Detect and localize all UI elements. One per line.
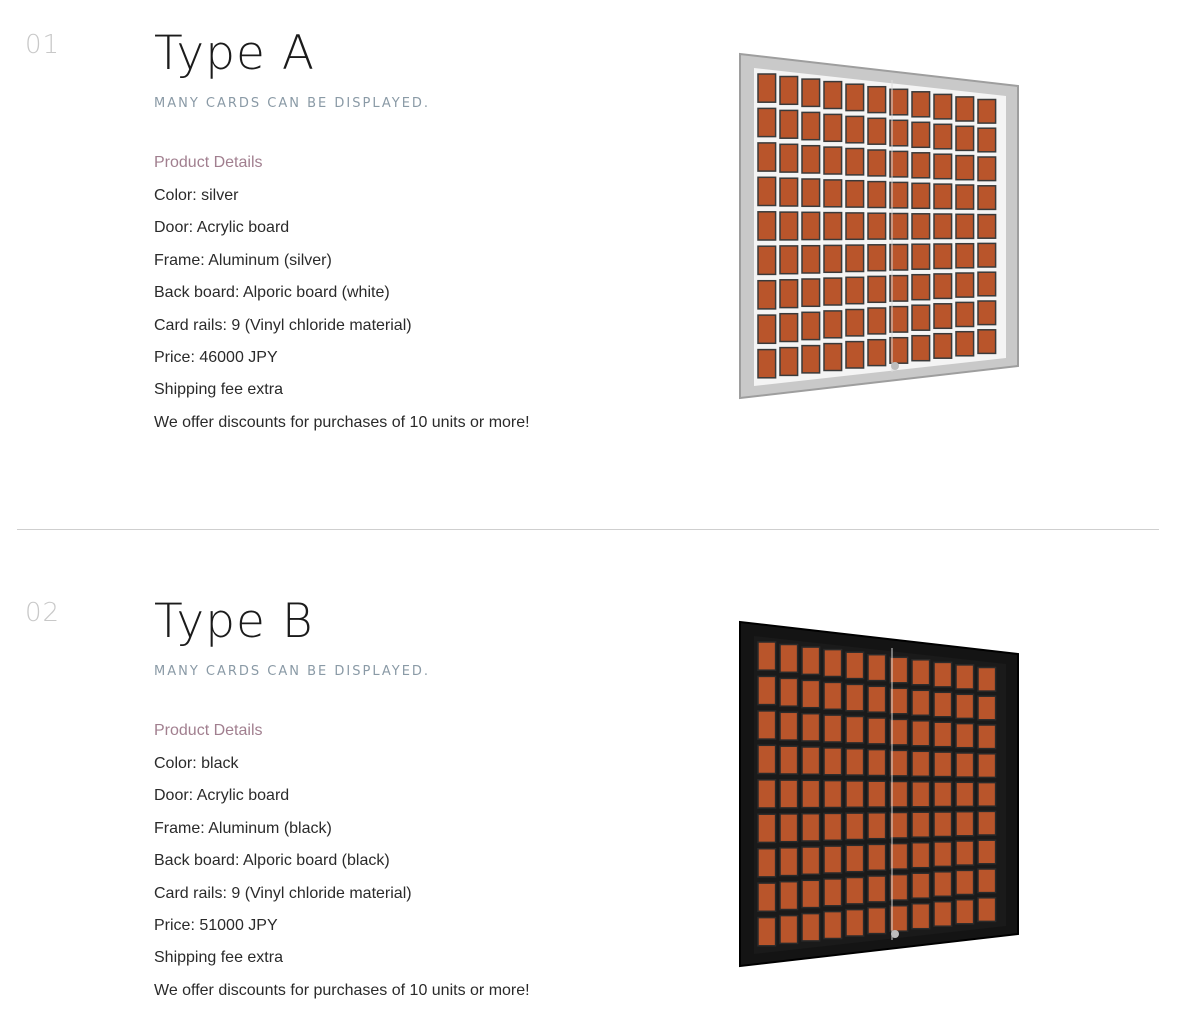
product-details-list — [154, 754, 530, 1013]
detail-discount: We offer discounts for purchases of 10 units or more! — [154, 981, 530, 999]
detail-shipping: Shipping fee extra — [154, 381, 283, 399]
section-divider — [17, 529, 1159, 530]
product-details-list — [154, 186, 530, 445]
product-subtitle: MANY CARDS CAN BE DISPLAYED. — [154, 96, 431, 111]
product-image — [732, 46, 1022, 402]
detail-door: Door: Acrylic board — [154, 219, 290, 237]
detail-price: Price: 46000 JPY — [154, 348, 278, 366]
detail-frame: Frame: Aluminum (black) — [154, 819, 332, 837]
detail-door: Door: Acrylic board — [154, 787, 290, 805]
detail-shipping: Shipping fee extra — [154, 949, 283, 967]
product-subtitle: MANY CARDS CAN BE DISPLAYED. — [154, 664, 431, 679]
product-image — [732, 614, 1022, 970]
detail-card-rails: Card rails: 9 (Vinyl chloride material) — [154, 316, 412, 334]
product-type-b — [0, 568, 1191, 1036]
detail-frame: Frame: Aluminum (silver) — [154, 251, 332, 269]
detail-color: Color: silver — [154, 187, 239, 204]
product-index: 01 — [25, 30, 61, 60]
detail-back-board: Back board: Alporic board (white) — [154, 284, 390, 302]
detail-price: Price: 51000 JPY — [154, 916, 278, 934]
product-title: Type B — [154, 594, 314, 649]
detail-back-board: Back board: Alporic board (black) — [154, 852, 390, 870]
product-title: Type A — [154, 26, 316, 81]
detail-color: Color: black — [154, 755, 239, 772]
detail-card-rails: Card rails: 9 (Vinyl chloride material) — [154, 884, 412, 902]
product-details-heading: Product Details — [154, 154, 263, 171]
detail-discount: We offer discounts for purchases of 10 units or more! — [154, 413, 530, 431]
product-details-heading: Product Details — [154, 722, 263, 739]
product-index: 02 — [25, 598, 61, 628]
